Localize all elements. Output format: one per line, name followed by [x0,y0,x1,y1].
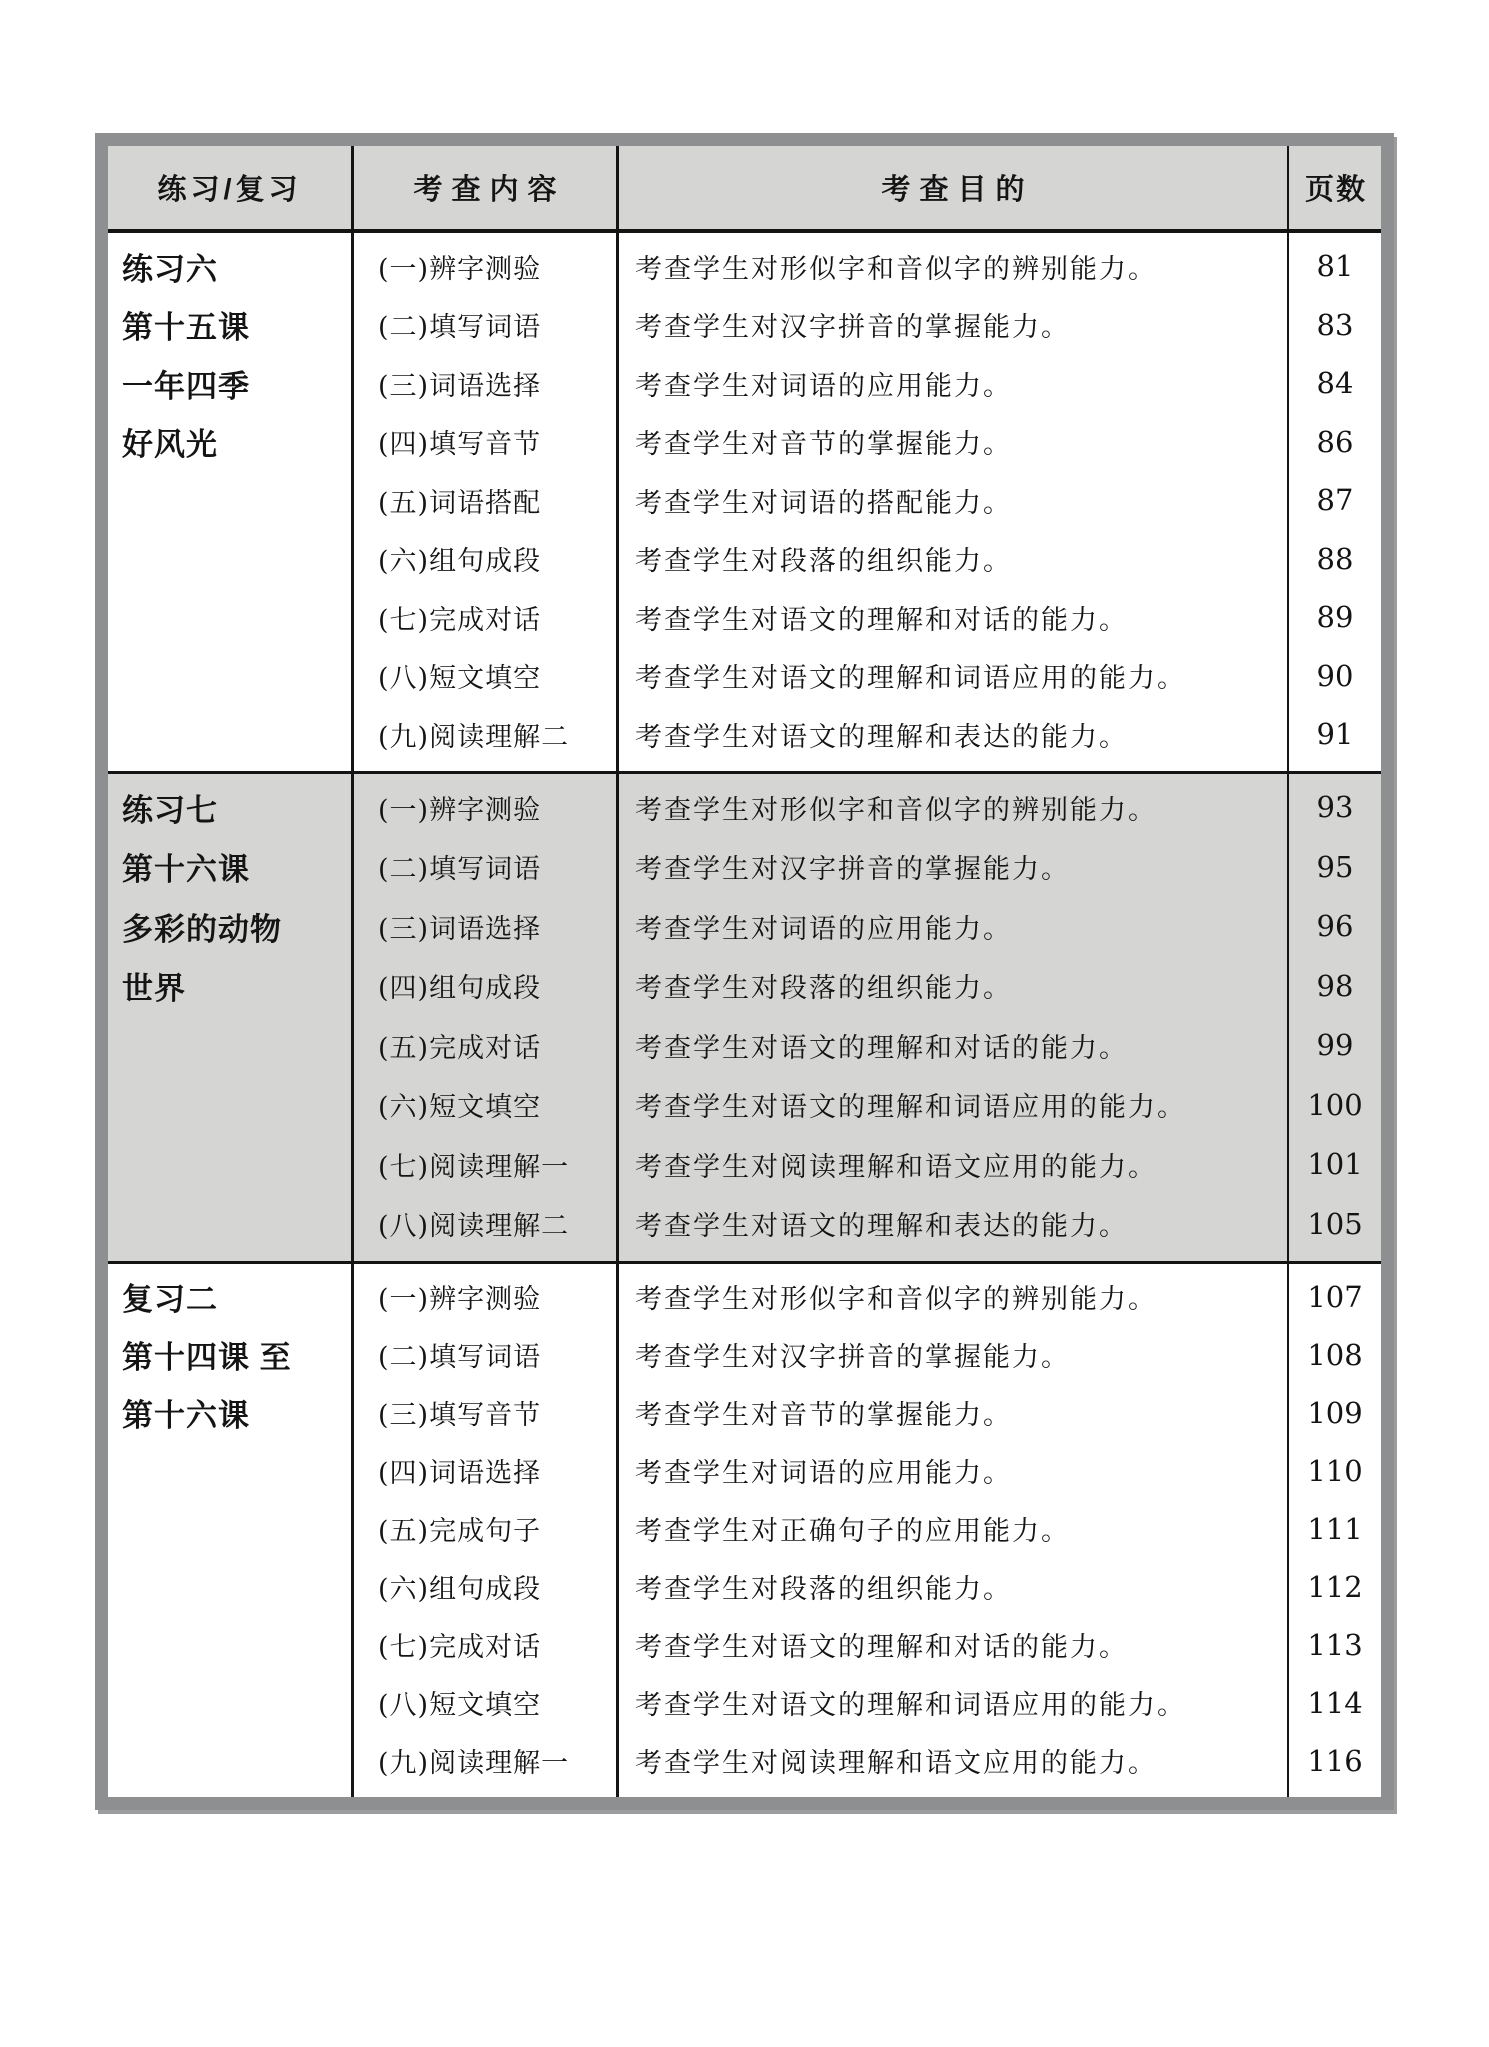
content-cell: (七)阅读理解一 [378,1151,570,1183]
purpose-cell: 考查学生对词语的应用能力。 [635,1458,1012,1489]
content-cell: (四)词语选择 [378,1458,542,1489]
content-cell: (三)词语选择 [378,913,542,945]
purpose-cell: 考查学生对形似字和音似字的辨别能力。 [635,1284,1157,1315]
content-cell: (四)填写音节 [378,429,542,461]
page-cell: 91 [1316,717,1354,752]
purpose-cell: 考查学生对汉字拼音的掌握能力。 [635,1342,1070,1373]
content-cell: (二)填写词语 [378,854,542,886]
content-cell: (八)短文填空 [378,1690,542,1721]
content-cell: (一)辨字测验 [378,1284,542,1315]
content-cell: (一)辨字测验 [378,253,542,285]
purpose-cell: 考查学生对语文的理解和对话的能力。 [635,604,1128,636]
page-cell: 89 [1316,600,1354,635]
section-title-line: 练习六 [122,251,218,287]
purpose-col [619,233,1289,771]
content-cell: (七)完成对话 [378,1632,542,1663]
content-col [354,774,619,1261]
page-cell: 95 [1316,849,1354,884]
page-cell: 110 [1307,1453,1363,1488]
purpose-col [619,1264,1289,1797]
header-col-exercise-review: 练习/复习 [108,146,354,229]
content-cell: (三)词语选择 [378,370,542,402]
section-title-line: 练习七 [122,792,218,828]
page-cell: 113 [1307,1627,1363,1662]
page-cell: 108 [1307,1337,1363,1372]
content-cell: (九)阅读理解一 [378,1748,570,1779]
section-title-line: 复习二 [122,1282,218,1317]
content-cell: (八)阅读理解二 [378,1211,570,1243]
purpose-cell: 考查学生对汉字拼音的掌握能力。 [635,854,1070,886]
page-cell: 93 [1316,790,1354,825]
page-cell: 111 [1307,1511,1363,1546]
content-col [354,233,619,771]
content-cell: (二)填写词语 [378,312,542,344]
purpose-cell: 考查学生对阅读理解和语文应用的能力。 [635,1151,1157,1183]
purpose-cell: 考查学生对词语的应用能力。 [635,913,1012,945]
purpose-cell: 考查学生对语文的理解和对话的能力。 [635,1032,1128,1064]
page-col [1289,774,1381,1261]
page-cell: 109 [1307,1395,1363,1430]
header-col-test-purpose: 考查目的 [619,146,1289,229]
content-cell: (六)短文填空 [378,1092,542,1124]
content-cell: (五)词语搭配 [378,487,542,519]
header-col-test-content: 考查内容 [354,146,619,229]
purpose-cell: 考查学生对阅读理解和语文应用的能力。 [635,1748,1157,1779]
content-cell: (九)阅读理解二 [378,721,570,753]
content-cell: (八)短文填空 [378,663,542,695]
page-cell: 88 [1316,541,1354,576]
content-cell: (七)完成对话 [378,604,542,636]
content-cell: (五)完成句子 [378,1516,542,1547]
page-cell: 99 [1316,1028,1354,1063]
content-cell: (六)组句成段 [378,546,542,578]
table-section [108,771,1381,1261]
purpose-cell: 考查学生对汉字拼音的掌握能力。 [635,312,1070,344]
purpose-cell: 考查学生对词语的搭配能力。 [635,487,1012,519]
table-section [108,233,1381,771]
purpose-cell: 考查学生对语文的理解和词语应用的能力。 [635,1092,1186,1124]
content-cell: (六)组句成段 [378,1574,542,1605]
page-cell: 96 [1316,909,1354,944]
purpose-col [619,774,1289,1261]
content-cell: (一)辨字测验 [378,794,542,826]
purpose-cell: 考查学生对段落的组织能力。 [635,546,1012,578]
assessment-contents-table [95,133,1394,1810]
header-col-page-number: 页数 [1304,174,1367,206]
content-cell: (二)填写词语 [378,1342,542,1373]
section-title-line: 世界 [122,971,186,1007]
section-title-line: 好风光 [122,427,218,463]
content-cell: (五)完成对话 [378,1032,542,1064]
section-title [108,233,354,771]
section-title-line: 一年四季 [122,368,250,404]
content-col [354,1264,619,1797]
purpose-cell: 考查学生对词语的应用能力。 [635,370,1012,402]
page-cell: 100 [1307,1087,1363,1122]
section-title-line: 第十四课 至 [122,1340,292,1375]
purpose-cell: 考查学生对音节的掌握能力。 [635,1400,1012,1431]
page-cell: 90 [1316,658,1354,693]
page-cell: 87 [1316,483,1354,518]
page-cell: 101 [1307,1147,1363,1182]
table-section [108,1261,1381,1797]
section-title-line: 第十六课 [122,852,250,888]
section-title-line: 多彩的动物 [122,911,282,947]
content-cell: (四)组句成段 [378,973,542,1005]
page-cell: 116 [1307,1743,1363,1778]
page-cell: 105 [1307,1206,1363,1241]
page-cell: 86 [1316,424,1354,459]
purpose-cell: 考查学生对语文的理解和词语应用的能力。 [635,1690,1186,1721]
purpose-cell: 考查学生对段落的组织能力。 [635,1574,1012,1605]
page-col [1289,1264,1381,1797]
section-title-line: 第十五课 [122,310,250,346]
section-title-line: 第十六课 [122,1398,250,1433]
purpose-cell: 考查学生对语文的理解和表达的能力。 [635,721,1128,753]
content-cell: (三)填写音节 [378,1400,542,1431]
page-col [1289,233,1381,771]
page-cell: 114 [1307,1685,1363,1720]
page-cell: 83 [1316,307,1354,342]
purpose-cell: 考查学生对语文的理解和词语应用的能力。 [635,663,1186,695]
purpose-cell: 考查学生对音节的掌握能力。 [635,429,1012,461]
page-cell: 107 [1307,1279,1363,1314]
page-cell: 81 [1316,249,1354,284]
section-title [108,774,354,1261]
purpose-cell: 考查学生对语文的理解和对话的能力。 [635,1632,1128,1663]
page-cell: 84 [1316,366,1354,401]
purpose-cell: 考查学生对语文的理解和表达的能力。 [635,1211,1128,1243]
table-header-row [108,146,1381,233]
table-body [108,233,1381,1797]
page-cell: 112 [1307,1569,1363,1604]
section-title [108,1264,354,1797]
page-cell: 98 [1316,968,1354,1003]
purpose-cell: 考查学生对形似字和音似字的辨别能力。 [635,794,1157,826]
purpose-cell: 考查学生对正确句子的应用能力。 [635,1516,1070,1547]
purpose-cell: 考查学生对段落的组织能力。 [635,973,1012,1005]
purpose-cell: 考查学生对形似字和音似字的辨别能力。 [635,253,1157,285]
